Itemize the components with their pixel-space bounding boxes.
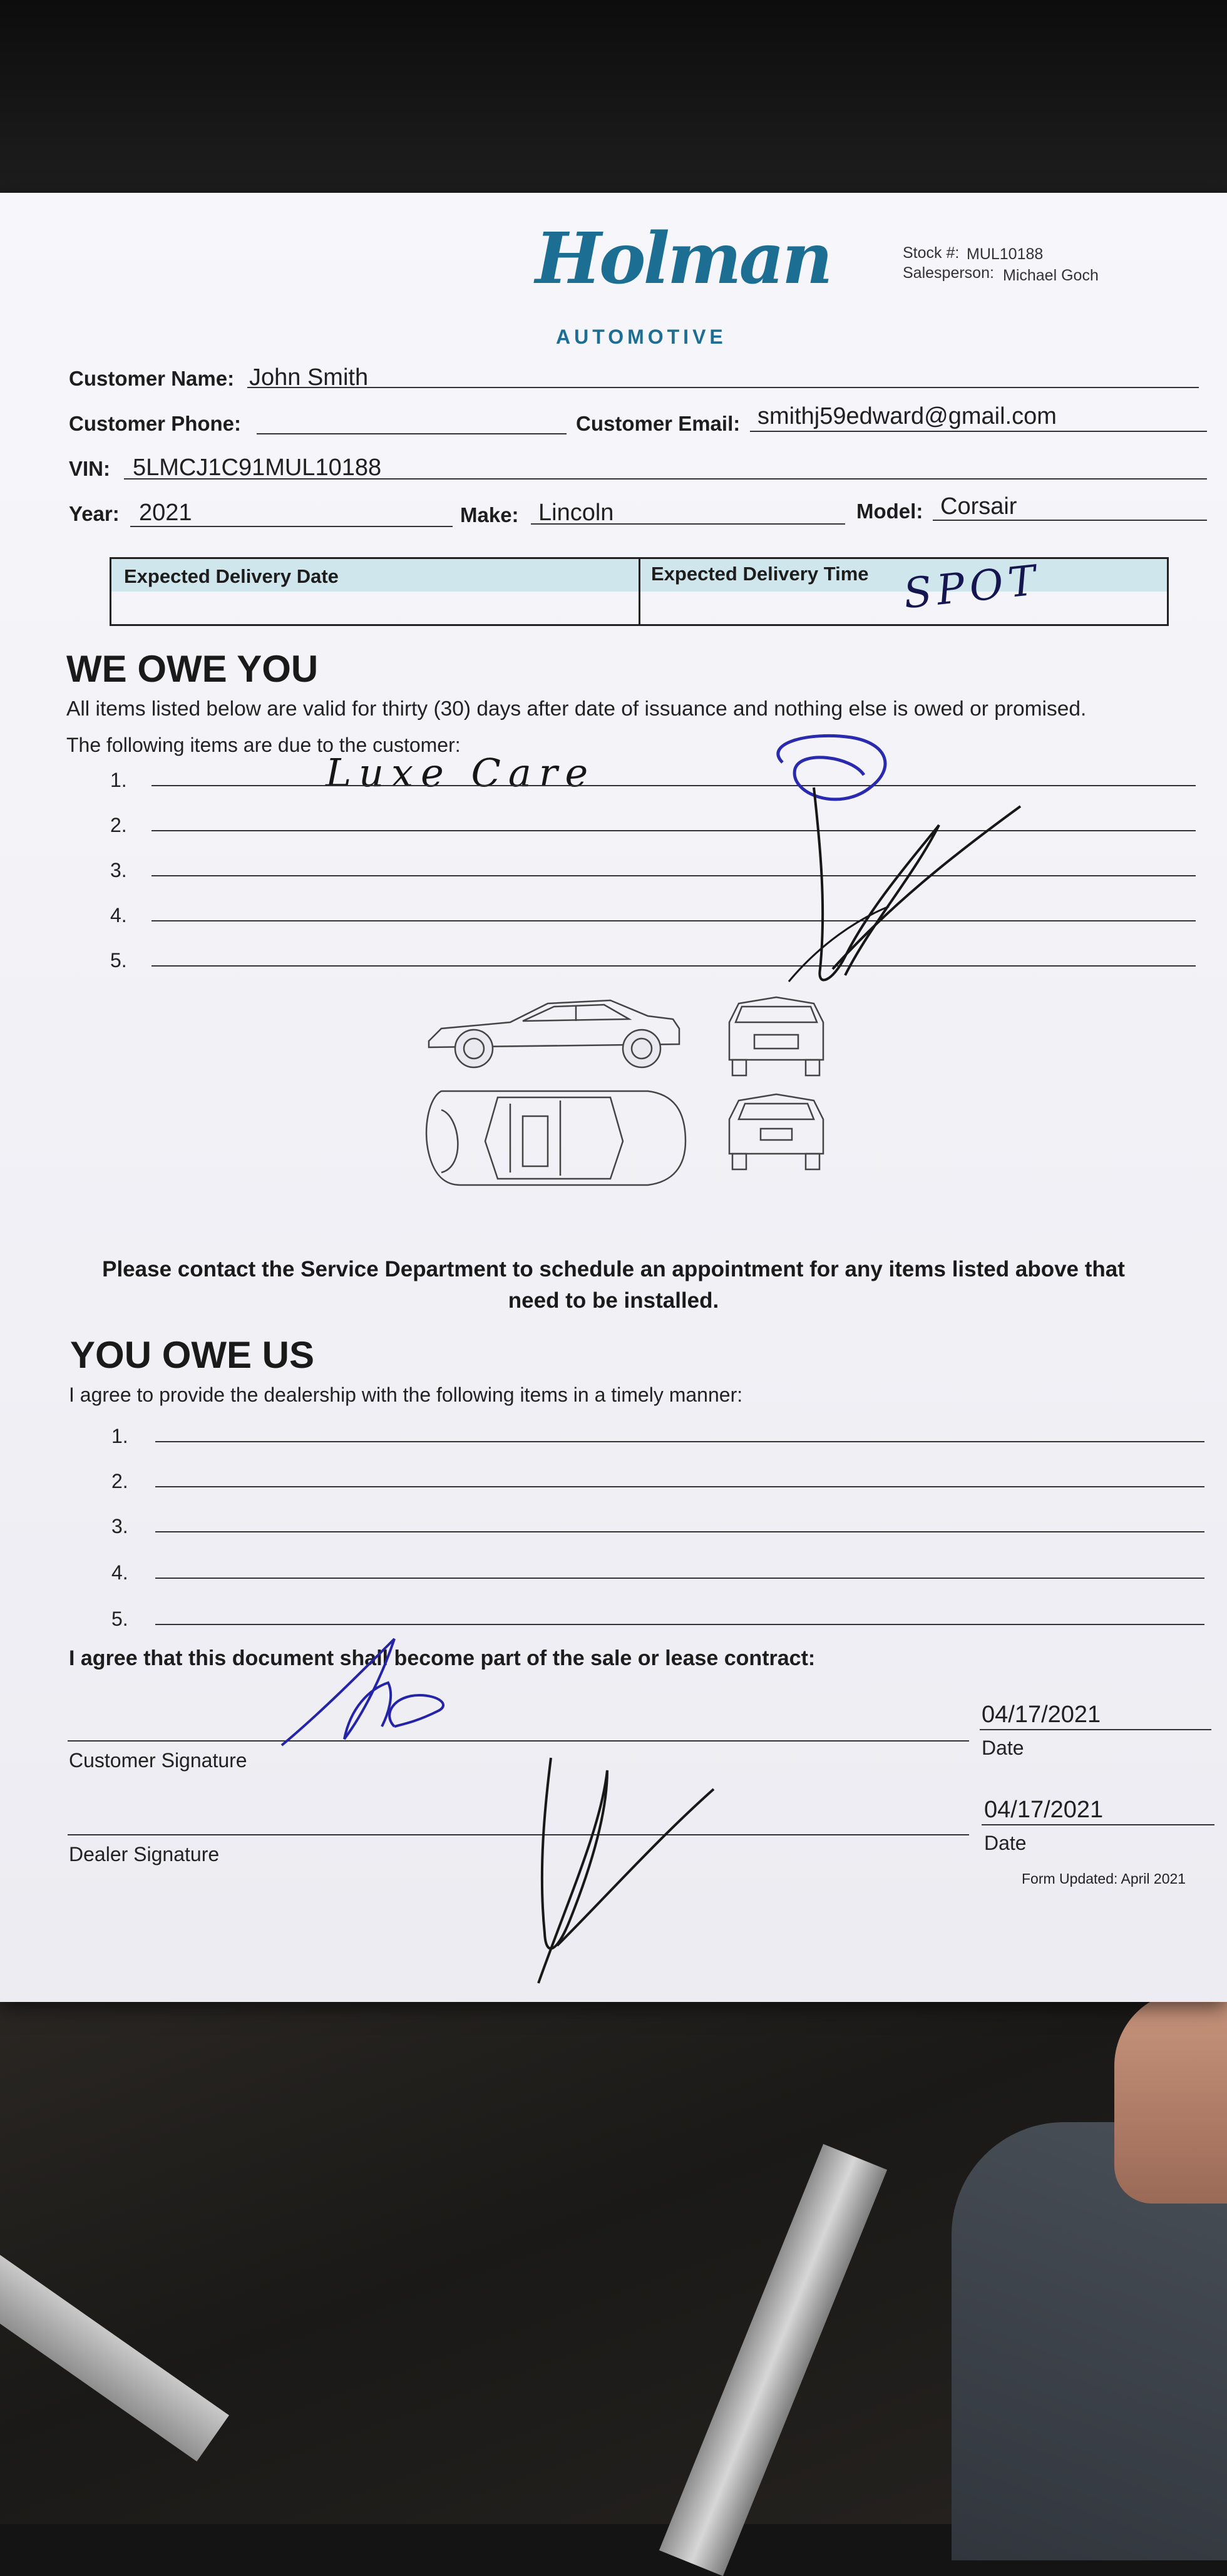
dealer-date-line (982, 1824, 1214, 1825)
customer-name-line (247, 387, 1199, 388)
stock-label: Stock #: (903, 244, 960, 262)
service-note-line1: Please contact the Service Department to schedule an appointment for any items listed above that (102, 1257, 1125, 1281)
background-top (0, 0, 1227, 200)
stock-value: MUL10188 (967, 245, 1044, 263)
make-value: Lincoln (538, 500, 614, 526)
you-owe-intro: I agree to provide the dealership with the following items in a timely manner: (69, 1383, 743, 1406)
person-hand (1114, 1991, 1227, 2204)
you-owe-item-line (155, 1486, 1204, 1487)
customer-signature (269, 1620, 470, 1758)
vehicle-damage-diagram (423, 991, 873, 1235)
dealer-date-label: Date (984, 1832, 1027, 1854)
customer-email-value: smithj59edward@gmail.com (757, 403, 1057, 429)
form-updated-note: Form Updated: April 2021 (1022, 1870, 1186, 1887)
dealer-signature (501, 1733, 726, 1996)
we-owe-item-number: 2. (110, 814, 127, 836)
we-owe-item-number: 5. (110, 949, 127, 972)
model-label: Model: (856, 500, 923, 523)
you-owe-item-line (155, 1578, 1204, 1579)
delivery-date-label: Expected Delivery Date (124, 565, 339, 587)
customer-name-label: Customer Name: (69, 367, 235, 390)
we-owe-intro: The following items are due to the customer: (66, 734, 461, 756)
logo-wordmark: Holman (535, 218, 831, 300)
you-owe-item-number: 4. (111, 1561, 128, 1584)
you-owe-item-number: 3. (111, 1515, 128, 1537)
make-line (531, 523, 845, 525)
customer-date-label: Date (982, 1737, 1024, 1759)
you-owe-item-line (155, 1441, 1204, 1442)
you-owe-item-number: 1. (111, 1425, 128, 1447)
customer-name-value: John Smith (249, 364, 369, 391)
customer-phone-line (257, 433, 567, 434)
vin-line (124, 478, 1207, 480)
salesperson-label: Salesperson: (903, 264, 994, 282)
agreement-statement: I agree that this document shall become part of the sale or lease contract: (69, 1646, 816, 1670)
we-owe-item-number: 1. (110, 769, 127, 791)
customer-email-label: Customer Email: (576, 412, 741, 435)
we-owe-form (0, 193, 1227, 2002)
customer-phone-label: Customer Phone: (69, 412, 242, 435)
customer-signature-label: Customer Signature (69, 1749, 247, 1772)
salesperson-value: Michael Goch (1003, 267, 1099, 284)
customer-date-value: 04/17/2021 (982, 1701, 1101, 1728)
year-value: 2021 (139, 500, 192, 526)
delivery-time-value: SPOT (901, 555, 1044, 618)
dealer-signature-label: Dealer Signature (69, 1843, 220, 1865)
delivery-table (110, 557, 1169, 626)
customer-date-line (980, 1729, 1211, 1730)
year-label: Year: (69, 502, 120, 525)
we-owe-item-number: 3. (110, 859, 127, 881)
customer-email-line (750, 431, 1207, 432)
we-owe-heading: WE OWE YOU (66, 648, 319, 690)
model-line (933, 520, 1207, 521)
delivery-divider (639, 559, 640, 624)
model-value: Corsair (940, 493, 1017, 520)
you-owe-item-line (155, 1531, 1204, 1532)
you-owe-heading: YOU OWE US (70, 1334, 315, 1376)
you-owe-item-number: 5. (111, 1608, 128, 1630)
make-label: Make: (460, 503, 519, 526)
dealer-date-value: 04/17/2021 (984, 1797, 1104, 1823)
we-owe-item-number: 4. (110, 904, 127, 926)
vin-label: VIN: (69, 457, 110, 480)
year-line (130, 526, 453, 527)
vin-value: 5LMCJ1C91MUL10188 (133, 454, 382, 481)
we-owe-note: All items listed below are valid for thirty (30) days after date of issuance and nothing else is owed or promised. (66, 697, 1087, 721)
service-note-line2: need to be installed. (508, 1288, 719, 1313)
you-owe-item-number: 2. (111, 1470, 128, 1492)
initials-scribble (726, 719, 1052, 994)
delivery-time-label: Expected Delivery Time (651, 563, 869, 585)
logo-subtitle: AUTOMOTIVE (556, 326, 727, 348)
we-owe-item-text: Luxe Care (326, 750, 596, 796)
